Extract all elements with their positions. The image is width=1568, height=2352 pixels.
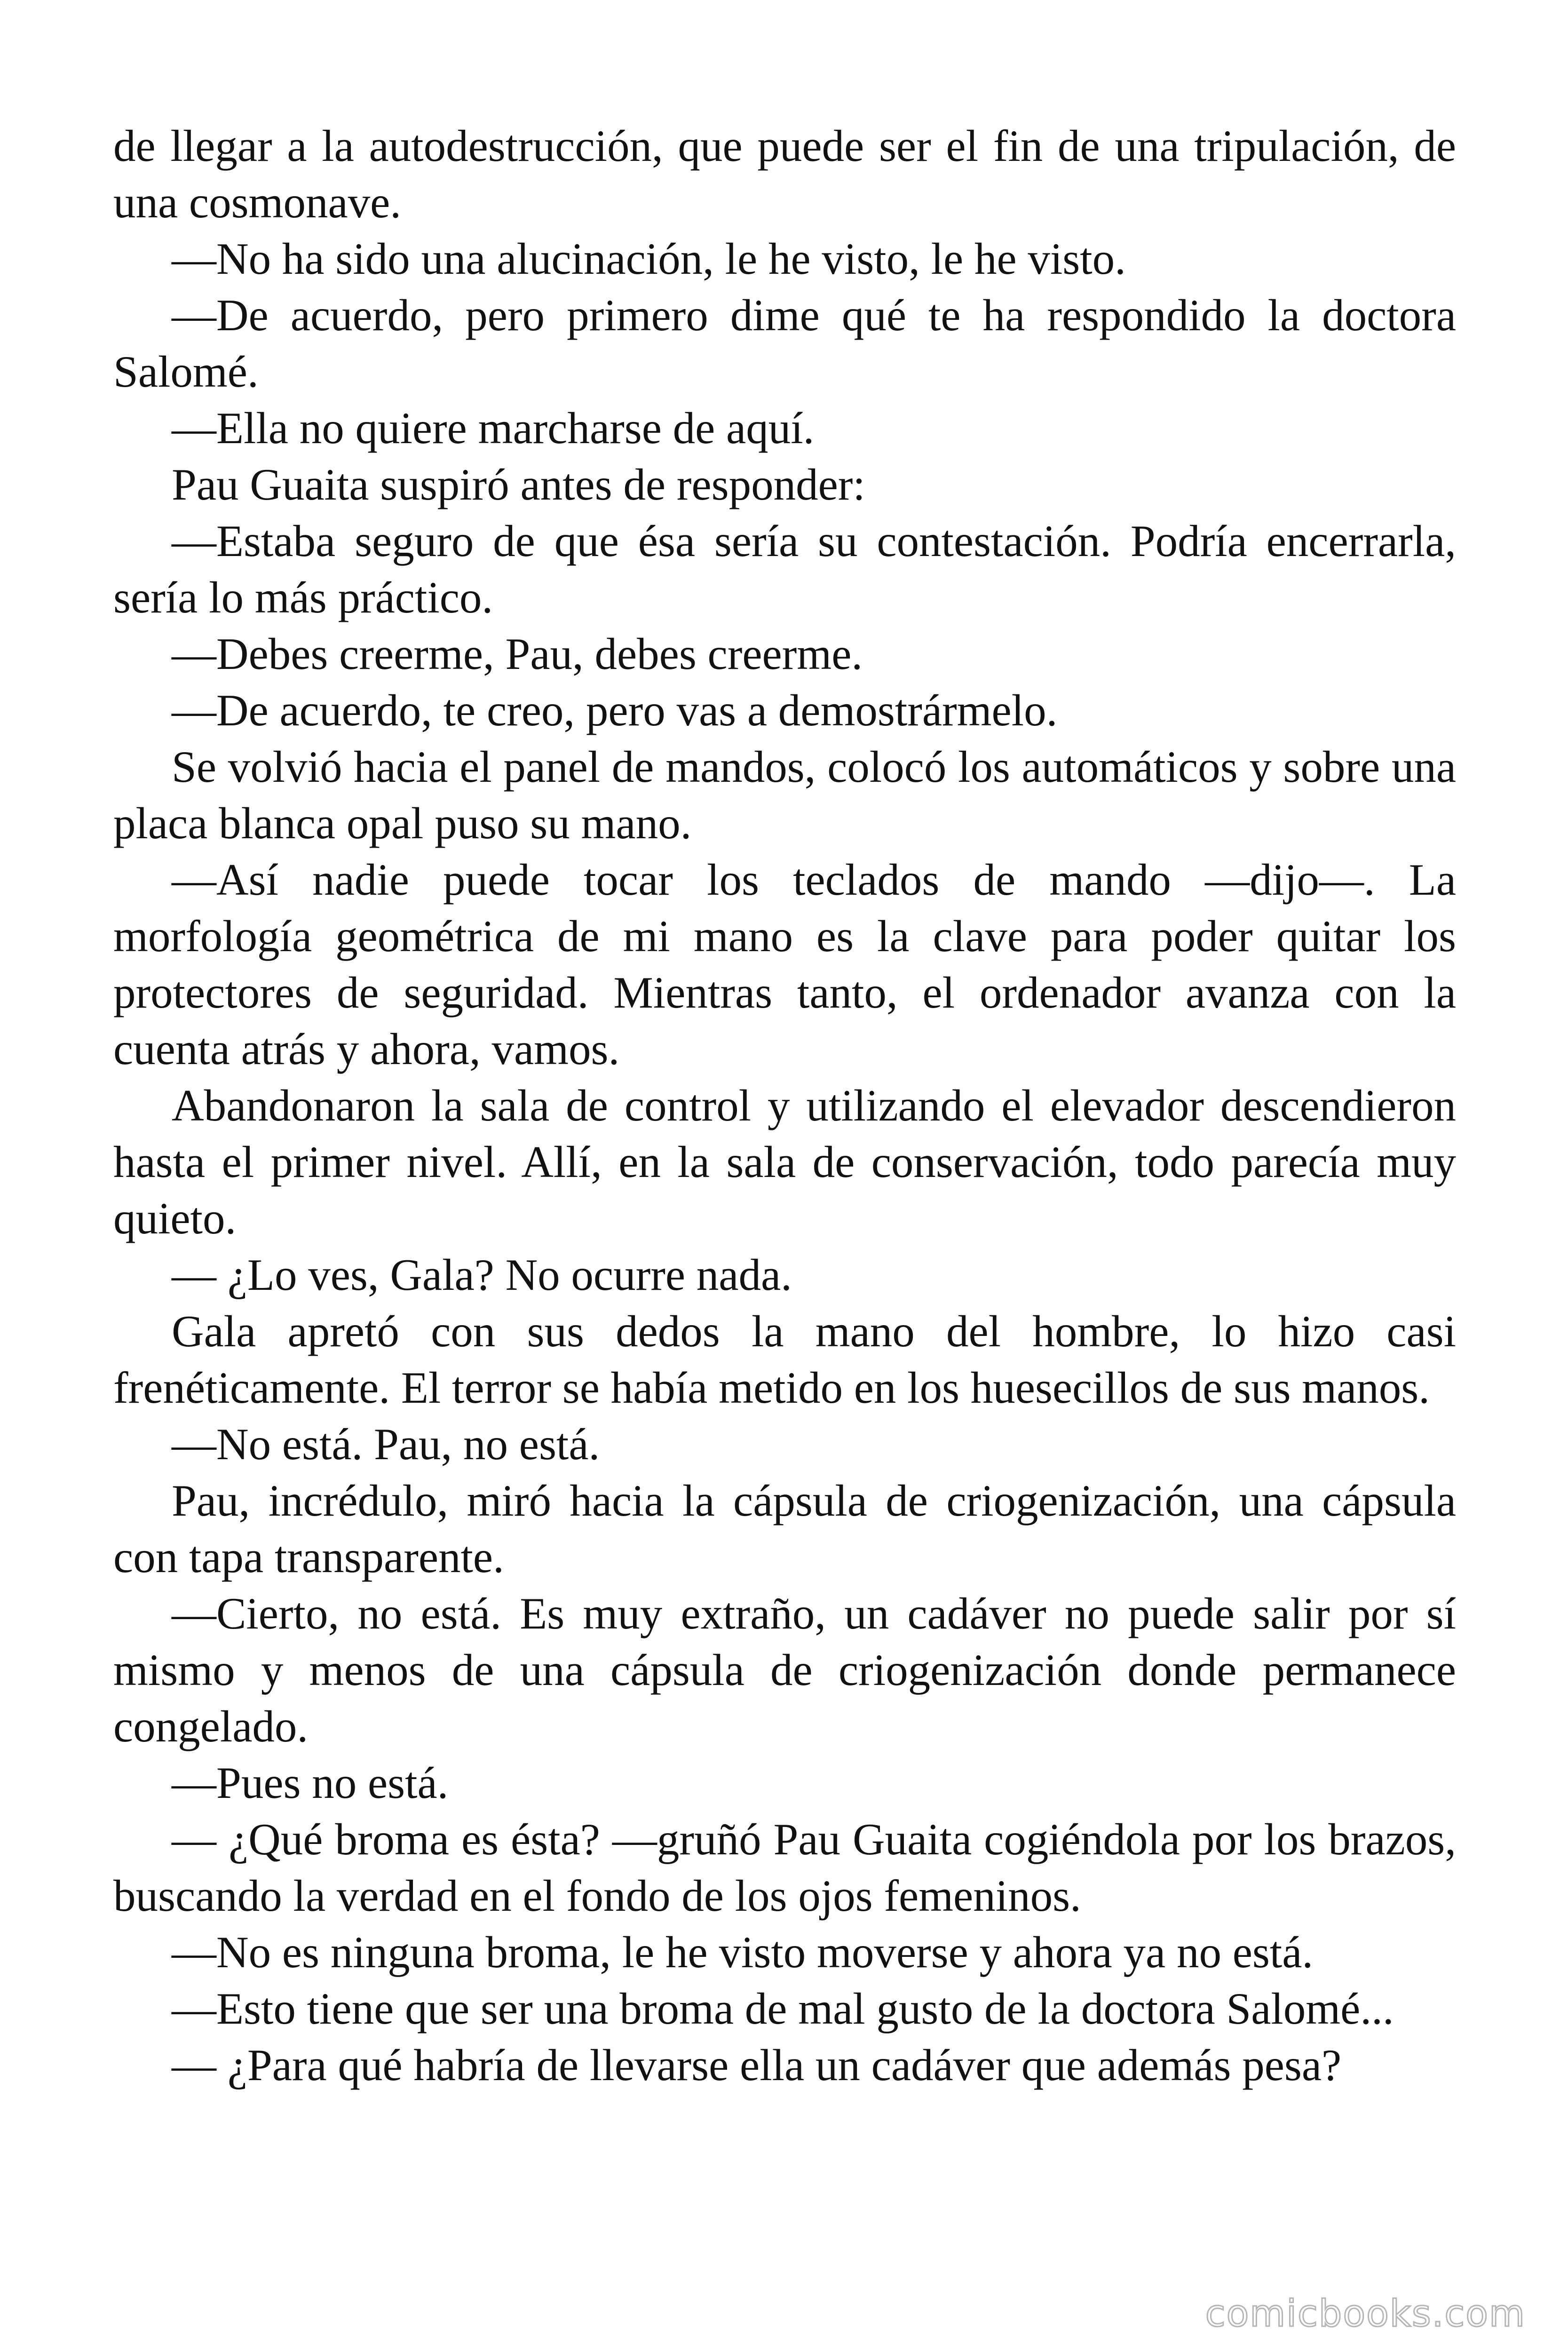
paragraph: —No está. Pau, no está.: [172, 1419, 600, 1469]
paragraph: — ¿Qué broma es ésta? —gruñó Pau Guaita cogiéndola por los brazos, buscando la verdad en el fondo de los ojos femeninos.: [113, 1814, 1456, 1921]
paragraph: Pau, incrédulo, miró hacia la cápsula de criogenización, una cápsula con tapa transparente.: [113, 1476, 1456, 1582]
paragraph: Pau Guaita suspiró antes de responder:: [172, 460, 865, 509]
paragraph: —De acuerdo, pero primero dime qué te ha respondido la doctora Salomé.: [113, 290, 1456, 397]
paragraph: Gala apretó con sus dedos la mano del hombre, lo hizo casi frenéticamente. El terror se había metido en los huesecillos de sus manos.: [113, 1306, 1456, 1413]
paragraph: —No es ninguna broma, le he visto moverse y ahora ya no está.: [172, 1927, 1314, 1977]
paragraph: —No ha sido una alucinación, le he visto, le he visto.: [172, 234, 1126, 284]
paragraph: —Debes creerme, Pau, debes creerme.: [172, 629, 863, 679]
paragraph: —Así nadie puede tocar los teclados de mando —dijo—. La morfología geométrica de mi mano es la clave para poder quitar los protectores de seguridad. Mientras tanto, el ordenador avanza con la cuenta atrás y ahora, vamos.: [113, 855, 1456, 1074]
watermark: comicbooks.com: [1205, 2293, 1526, 2335]
paragraph: —De acuerdo, te creo, pero vas a demostrármelo.: [172, 685, 1058, 735]
paragraph: —Cierto, no está. Es muy extraño, un cadáver no puede salir por sí mismo y menos de una cápsula de criogenización donde permanece congelado.: [113, 1589, 1456, 1751]
paragraph: —Esto tiene que ser una broma de mal gusto de la doctora Salomé...: [172, 1984, 1394, 2034]
paragraph: —Estaba seguro de que ésa sería su contestación. Podría encerrarla, sería lo más práctico.: [113, 516, 1456, 622]
paragraph: Abandonaron la sala de control y utilizando el elevador descendieron hasta el primer nivel. Allí, en la sala de conservación, todo parecía muy quieto.: [113, 1081, 1456, 1243]
paragraph: — ¿Para qué habría de llevarse ella un cadáver que además pesa?: [172, 2040, 1342, 2090]
paragraph: — ¿Lo ves, Gala? No ocurre nada.: [172, 1250, 792, 1300]
paragraph: —Pues no está.: [172, 1758, 449, 1808]
paragraph-continuation: de llegar a la autodestrucción, que puede ser el fin de una tripulación, de una cosmonave.: [113, 121, 1456, 227]
page-body: [113, 118, 1456, 2093]
paragraph: Se volvió hacia el panel de mandos, colocó los automáticos y sobre una placa blanca opal puso su mano.: [113, 742, 1456, 848]
paragraph: —Ella no quiere marcharse de aquí.: [172, 403, 815, 453]
